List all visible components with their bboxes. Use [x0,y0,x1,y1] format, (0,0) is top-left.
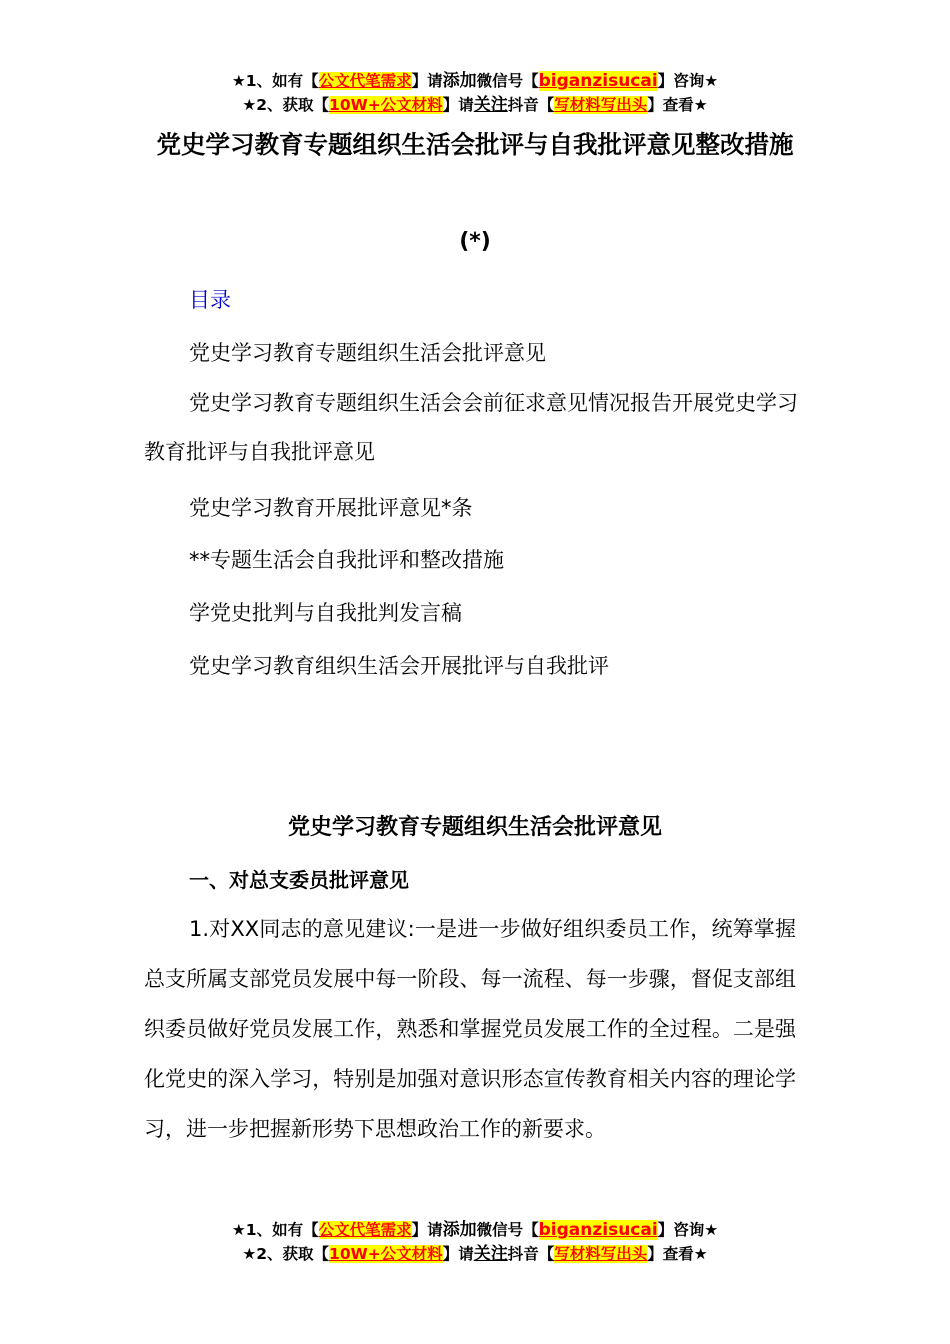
header-promo-line-2: ★2、获取【10W+公文材料】请关注抖音【写材料写出头】查看★ [242,95,708,115]
highlight-materials: 10W+公文材料 [329,96,443,114]
footer-promo-line-1: ★1、如有【公文代笔需求】请添加微信号【biganzisucai】咨询★ [231,1220,719,1240]
body-paragraph: 1.对XX同志的意见建议:一是进一步做好组织委员工作，统筹掌握总支所属支部党员发展中每一阶段、每一流程、每一步骤，督促支部组织委员做好党员发展工作，熟悉和掌握党员发展工作的全过程。二是强化党史的深入学习，特别是加强对意识形态宣传教育相关内容的理论学习，进一步把握新形势下思想政治工作的新要求。 [144,917,796,1141]
toc-item[interactable]: **专题生活会自我批评和整改措施 [189,548,504,572]
document-title: 党史学习教育专题组织生活会批评与自我批评意见整改措施 [156,130,794,159]
toc-item[interactable]: 学党史批判与自我批判发言稿 [189,601,462,625]
section-title: 党史学习教育专题组织生活会批评意见 [287,815,662,840]
header-promo-line-1: ★1、如有【公文代笔需求】请添加微信号【biganzisucai】咨询★ [231,71,719,91]
highlight-wechat-id: biganzisucai [538,71,658,91]
highlight-materials: 10W+公文材料 [329,1245,443,1263]
highlight-service: 公文代笔需求 [318,1221,412,1239]
document-subtitle: (*) [459,229,491,254]
toc-item[interactable]: 党史学习教育专题组织生活会批评意见 [189,341,546,365]
highlight-douyin: 写材料写出头 [554,1245,648,1263]
footer-promo-line-2: ★2、获取【10W+公文材料】请关注抖音【写材料写出头】查看★ [242,1244,708,1264]
highlight-douyin: 写材料写出头 [554,96,648,114]
toc-item[interactable]: 党史学习教育专题组织生活会会前征求意见情况报告开展党史学习教育批评与自我批评意见 [144,391,798,464]
toc-item[interactable]: 党史学习教育开展批评意见*条 [189,496,473,520]
toc-heading[interactable]: 目录 [189,288,231,312]
toc-item[interactable]: 党史学习教育组织生活会开展批评与自我批评 [189,654,609,678]
subsection-heading: 一、对总支委员批评意见 [189,868,409,892]
highlight-wechat-id: biganzisucai [538,1220,658,1240]
highlight-service: 公文代笔需求 [318,72,412,90]
